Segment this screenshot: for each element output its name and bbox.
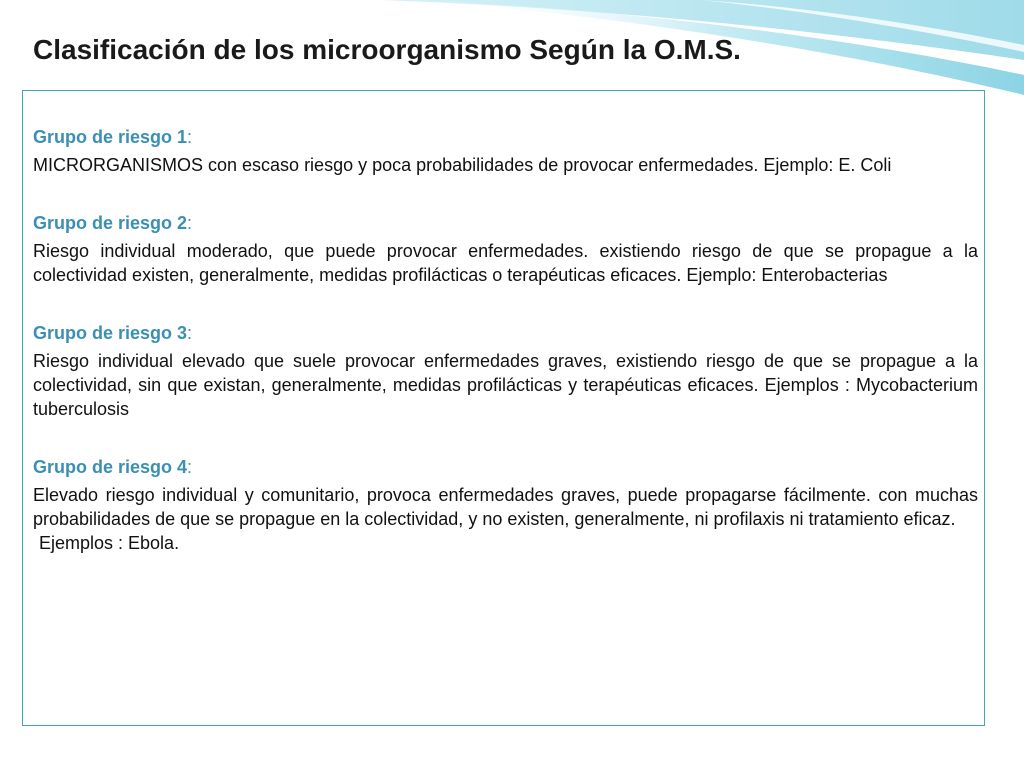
risk-group-heading	[33, 211, 978, 235]
risk-group-2	[33, 211, 978, 287]
risk-group-heading	[33, 125, 978, 149]
risk-group-example: Ejemplos : Ebola.	[39, 533, 180, 553]
heading-colon: :	[187, 457, 193, 477]
risk-group-list	[33, 125, 978, 589]
risk-group-heading-text: Grupo de riesgo 2	[33, 213, 188, 233]
risk-group-heading	[33, 321, 978, 345]
risk-group-description: MICRORGANISMOS con escaso riesgo y poca probabilidades de provocar enfermedades. Ejemplo: E. Coli	[33, 155, 892, 175]
heading-colon: :	[187, 213, 193, 233]
page-title: Clasificación de los microorganismo Según la O.M.S.	[33, 34, 741, 65]
risk-group-4	[33, 455, 978, 555]
heading-colon: :	[187, 323, 193, 343]
risk-group-3	[33, 321, 978, 421]
risk-group-heading-text: Grupo de riesgo 1	[33, 127, 188, 147]
content-box	[22, 90, 985, 726]
risk-group-description: Riesgo individual moderado, que puede provocar enfermedades. existiendo riesgo de que se propague a la colectividad existen, generalmente, medidas profilácticas o terapéuticas eficaces. Ejemplo: Enterobacterias	[33, 241, 978, 285]
risk-group-description: Riesgo individual elevado que suele provocar enfermedades graves, existiendo riesgo de que se propague a la colectividad, sin que existan, generalmente, medidas profilácticas y terapéuticas eficaces. Ejemplos : Mycobacterium tuberculosis	[33, 351, 978, 419]
risk-group-heading	[33, 455, 978, 479]
risk-group-description: Elevado riesgo individual y comunitario, provoca enfermedades graves, puede propagarse fácilmente. con muchas probabilidades de que se propague en la colectividad, y no existen, generalmente, ni profilaxis ni tratamiento eficaz.	[33, 485, 978, 529]
risk-group-heading-text: Grupo de riesgo 4	[33, 457, 188, 477]
risk-group-1	[33, 125, 978, 177]
risk-group-heading-text: Grupo de riesgo 3	[33, 323, 188, 343]
heading-colon: :	[187, 127, 193, 147]
